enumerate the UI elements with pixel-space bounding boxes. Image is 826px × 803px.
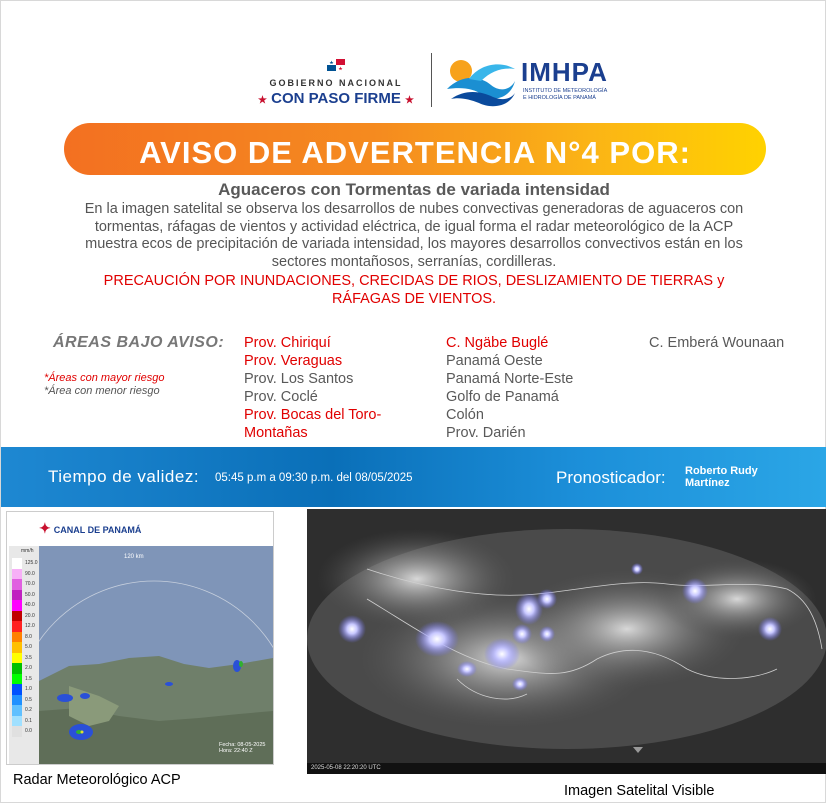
institute-subtitle (523, 88, 607, 102)
legend-row (12, 726, 38, 737)
radar-legend (9, 546, 39, 764)
area-item: Prov. Coclé (244, 389, 318, 405)
institute-name: IMHPA (521, 57, 608, 87)
area-item: C. Ngäbe Buglé (446, 335, 549, 351)
validity-label: Tiempo de validez: (48, 467, 200, 486)
warning-description: En la imagen satelital se observa los desarrollos de nubes convectivas generadoras de aguaceros con tormentas, ráfagas de vientos y actividad eléctrica, de igual forma el radar meteorológico de la ACP muestra ecos de precipitación de variada intensidad, los mayores desarrollos convectivos están en los sectores montañosos, serranías, cordilleras. (84, 201, 744, 270)
areas-column-2 (446, 334, 626, 442)
legend-swatch (12, 653, 22, 664)
legend-row (12, 611, 38, 622)
precaution-text: PRECAUCIÓN POR INUNDACIONES, CRECIDAS DE RIOS, DESLIZAMIENTO DE TIERRAS y RÁFAGAS DE VIENTOS. (103, 273, 725, 307)
warning-subtitle: Aguaceros con Tormentas de variada intensidad (218, 180, 610, 199)
legend-value: 3.5 (25, 654, 32, 661)
star-icon: ★ (405, 95, 414, 106)
legend-swatch (12, 621, 22, 632)
legend-scale (12, 558, 38, 737)
forecaster-label: Pronosticador: (556, 468, 666, 487)
radar-map-graphic (9, 546, 273, 764)
legend-swatch (12, 705, 22, 716)
legend-row (12, 684, 38, 695)
legend-value: 0.5 (25, 696, 32, 703)
area-item: C. Emberá Wounaan (649, 335, 785, 351)
imhpa-logo (445, 55, 635, 107)
areas-title: ÁREAS BAJO AVISO: (53, 334, 225, 351)
legend-swatch (12, 569, 22, 580)
legend-row (12, 569, 38, 580)
legend-row (12, 558, 38, 569)
satellite-timestamp: 2025-05-08 22:20:20 UTC (311, 765, 381, 771)
legend-low-risk: *Área con menor riesgo (44, 385, 160, 397)
legend-high-risk: *Áreas con mayor riesgo (44, 372, 165, 384)
legend-value: 0.0 (25, 728, 32, 735)
validity-bar (1, 447, 826, 507)
area-item: Prov. Los Santos (244, 371, 354, 387)
legend-row (12, 716, 38, 727)
legend-swatch (12, 663, 22, 674)
legend-swatch (12, 590, 22, 601)
government-logo (251, 59, 421, 107)
government-slogan (251, 90, 421, 107)
radar-timestamp (219, 742, 265, 754)
validity-value: 05:45 p.m a 09:30 p.m. del 08/05/2025 (215, 472, 413, 484)
legend-swatch (12, 600, 22, 611)
legend-value: 50.0 (25, 591, 35, 598)
legend-value: 8.0 (25, 633, 32, 640)
radar-image (9, 546, 273, 764)
legend-value: 40.0 (25, 602, 35, 609)
legend-row (12, 695, 38, 706)
legend-value: 2.0 (25, 665, 32, 672)
legend-row (12, 663, 38, 674)
legend-value: 12.0 (25, 623, 35, 630)
radar-range-label: 120 km (124, 554, 144, 560)
legend-row (12, 674, 38, 685)
area-item: Panamá Norte-Este (446, 371, 574, 387)
legend-swatch (12, 674, 22, 685)
legend-value: 0.2 (25, 707, 32, 714)
area-item: Prov. Bocas del Toro- (244, 407, 382, 423)
panama-flag-icon (327, 59, 345, 71)
legend-value: 0.1 (25, 717, 32, 724)
institute-sub-line1: INSTITUTO DE METEOROLOGÍA (523, 88, 608, 94)
legend-swatch (12, 642, 22, 653)
legend-swatch (12, 579, 22, 590)
canal-logo (39, 520, 141, 537)
legend-swatch (12, 611, 22, 622)
legend-row (12, 705, 38, 716)
radar-panel (6, 511, 274, 765)
legend-row (12, 653, 38, 664)
legend-swatch (12, 684, 22, 695)
satellite-image (307, 509, 826, 774)
area-item: Prov. Chiriquí (244, 335, 331, 351)
area-item: Montañas (244, 425, 308, 441)
legend-value: 1.0 (25, 686, 32, 693)
legend-value: 125.0 (25, 560, 38, 567)
satellite-footer (307, 763, 826, 774)
canal-logo-text: CANAL DE PANAMÁ (53, 525, 142, 535)
satellite-graphic (307, 509, 826, 763)
institute-sub-line2: E HIDROLOGÍA DE PANAMÁ (523, 95, 596, 101)
warning-banner (64, 123, 766, 175)
areas-column-3 (649, 334, 819, 352)
legend-value: 90.0 (25, 570, 35, 577)
legend-swatch (12, 632, 22, 643)
canal-star-icon: ✦ (39, 520, 51, 536)
legend-row (12, 632, 38, 643)
legend-row (12, 642, 38, 653)
area-item: Colón (446, 407, 484, 423)
warning-title: AVISO DE ADVERTENCIA N°4 POR: (139, 135, 691, 170)
legend-row (12, 621, 38, 632)
legend-row (12, 579, 38, 590)
legend-swatch (12, 726, 22, 737)
satellite-caption: Imagen Satelital Visible (564, 783, 715, 799)
forecaster-name: Roberto Rudy Martínez (685, 465, 758, 489)
area-item: Prov. Veraguas (244, 353, 343, 369)
radar-date: Fecha: 08-05-2025 (219, 742, 266, 748)
logo-divider (431, 53, 432, 107)
legend-value: 20.0 (25, 612, 35, 619)
slogan-text: CON PASO FIRME (271, 90, 401, 107)
legend-swatch (12, 716, 22, 727)
legend-value: 70.0 (25, 581, 35, 588)
legend-row (12, 600, 38, 611)
legend-swatch (12, 695, 22, 706)
legend-swatch (12, 558, 22, 569)
legend-row (12, 590, 38, 601)
radar-hour: Hora: 22:40 Z (219, 748, 253, 754)
imhpa-wave-icon (445, 55, 517, 107)
radar-caption: Radar Meteorológico ACP (13, 772, 181, 788)
area-item: Panamá Oeste (446, 353, 543, 369)
legend-value: 1.5 (25, 675, 32, 682)
area-item: Golfo de Panamá (446, 389, 559, 405)
areas-column-1 (244, 334, 434, 442)
government-label: GOBIERNO NACIONAL (269, 78, 403, 88)
star-icon: ★ (257, 95, 267, 106)
legend-value: 5.0 (25, 644, 32, 651)
area-item: Prov. Darién (446, 425, 526, 441)
legend-unit: mm/h (21, 548, 34, 554)
